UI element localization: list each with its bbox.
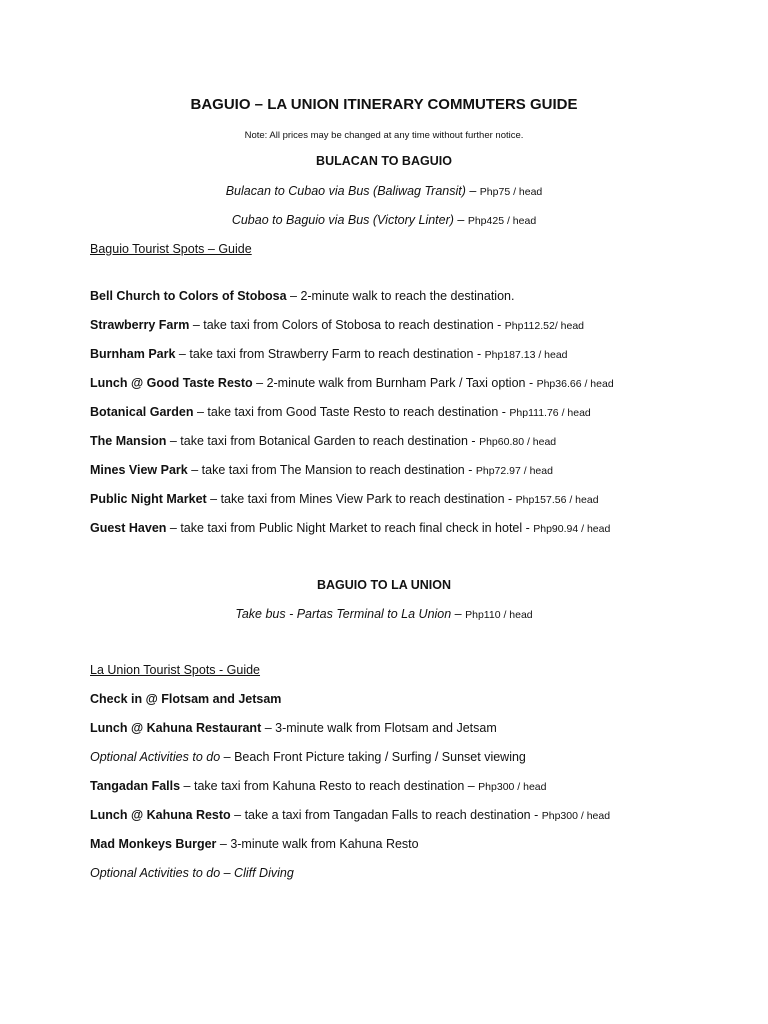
la-union-item-tangadan-falls <box>90 778 546 795</box>
spot-desc: – take taxi from Good Taste Resto to reach destination - <box>193 405 510 419</box>
spot-price: Php111.76 / head <box>509 407 591 419</box>
baguio-spot-item <box>90 433 556 450</box>
spot-price: Php90.94 / head <box>533 523 611 535</box>
spot-desc: – take taxi from The Mansion to reach destination - <box>187 463 476 477</box>
baguio-spot-item <box>90 288 514 304</box>
la-union-item-optional-cliff-diving: Optional Activities to do – Cliff Diving <box>90 866 294 880</box>
route-price: Php75 / head <box>479 186 543 198</box>
spot-price: Php60.80 / head <box>479 436 557 448</box>
section-heading-bulacan-to-baguio: BULACAN TO BAGUIO <box>316 154 452 168</box>
baguio-spot-item <box>90 491 599 508</box>
spot-price: Php157.56 / head <box>515 494 599 506</box>
spot-desc: – take taxi from Botanical Garden to reach destination - <box>166 434 480 448</box>
route-text: Bulacan to Cubao via Bus (Baliwag Transit) <box>225 184 466 198</box>
spot-desc: – take a taxi from Tangadan Falls to reach destination - <box>230 808 542 822</box>
baguio-spot-item <box>90 375 614 392</box>
price-note: Note: All prices may be changed at any time without further notice. <box>244 130 524 141</box>
spot-name: Bell Church to Colors of Stobosa <box>90 289 287 303</box>
baguio-spot-item <box>90 346 568 363</box>
spot-name: Strawberry Farm <box>90 318 190 332</box>
spot-desc: – 3-minute walk from Kahuna Resto <box>216 837 419 851</box>
baguio-spot-item <box>90 462 553 479</box>
spot-name: Tangadan Falls <box>90 779 181 793</box>
spot-price: Php300 / head <box>541 810 611 822</box>
route-partas-la-union <box>0 606 768 623</box>
route-bulacan-cubao <box>0 183 768 200</box>
spot-name: Mines View Park <box>90 463 188 477</box>
la-union-item-lunch-kahuna-restaurant <box>90 720 497 736</box>
spot-desc: – take taxi from Colors of Stobosa to reach destination - <box>189 318 505 332</box>
spot-desc: – take taxi from Mines View Park to reach destination - <box>206 492 516 506</box>
la-union-spots-heading: La Union Tourist Spots - Guide <box>90 663 261 677</box>
route-separator: – <box>451 607 466 621</box>
spot-name: Mad Monkeys Burger <box>90 837 217 851</box>
spot-name: Lunch @ Kahuna Resto <box>90 808 231 822</box>
section-heading-baguio-to-la-union: BAGUIO TO LA UNION <box>316 578 452 592</box>
route-price: Php110 / head <box>465 609 533 621</box>
spot-desc: – 2-minute walk to reach the destination. <box>286 289 515 303</box>
baguio-spot-item <box>90 520 610 537</box>
optional-label: Optional Activities to do <box>90 750 221 764</box>
spot-desc: – take taxi from Kahuna Resto to reach destination – <box>180 779 479 793</box>
spot-price: Php112.52/ head <box>504 320 585 332</box>
baguio-spots-heading: Baguio Tourist Spots – Guide <box>90 242 252 256</box>
spot-desc: – 2-minute walk from Burnham Park / Taxi option - <box>252 376 537 390</box>
spot-desc: – 3-minute walk from Flotsam and Jetsam <box>261 721 497 735</box>
spot-price: Php187.13 / head <box>484 349 568 361</box>
spot-name: Guest Haven <box>90 521 167 535</box>
spot-name: Public Night Market <box>90 492 207 506</box>
spot-name: Lunch @ Good Taste Resto <box>90 376 253 390</box>
route-cubao-baguio <box>0 212 768 229</box>
route-text: Take bus - Partas Terminal to La Union <box>235 607 452 621</box>
spot-price: Php36.66 / head <box>536 378 614 390</box>
la-union-item-lunch-kahuna-resto <box>90 807 610 824</box>
spot-price: Php300 / head <box>478 781 547 793</box>
la-union-item-optional-activities <box>90 749 526 765</box>
baguio-spot-item <box>90 404 591 421</box>
la-union-item-mad-monkeys-burger <box>90 836 419 852</box>
spot-name: The Mansion <box>90 434 167 448</box>
route-price: Php425 / head <box>467 215 537 227</box>
spot-name: Lunch @ Kahuna Restaurant <box>90 721 262 735</box>
spot-desc: – take taxi from Strawberry Farm to reach destination - <box>175 347 485 361</box>
baguio-spot-item <box>90 317 584 334</box>
spot-name: Botanical Garden <box>90 405 194 419</box>
spot-desc: – take taxi from Public Night Market to reach final check in hotel - <box>166 521 534 535</box>
checkin-flotsam-jetsam: Check in @ Flotsam and Jetsam <box>90 692 282 706</box>
route-separator: – <box>453 213 468 227</box>
route-separator: – <box>465 184 480 198</box>
optional-desc: – Beach Front Picture taking / Surfing / Sunset viewing <box>220 750 526 764</box>
document-title: BAGUIO – LA UNION ITINERARY COMMUTERS GUIDE <box>190 96 578 113</box>
spot-price: Php72.97 / head <box>475 465 553 477</box>
route-text: Cubao to Baguio via Bus (Victory Linter) <box>231 213 454 227</box>
spot-name: Burnham Park <box>90 347 176 361</box>
